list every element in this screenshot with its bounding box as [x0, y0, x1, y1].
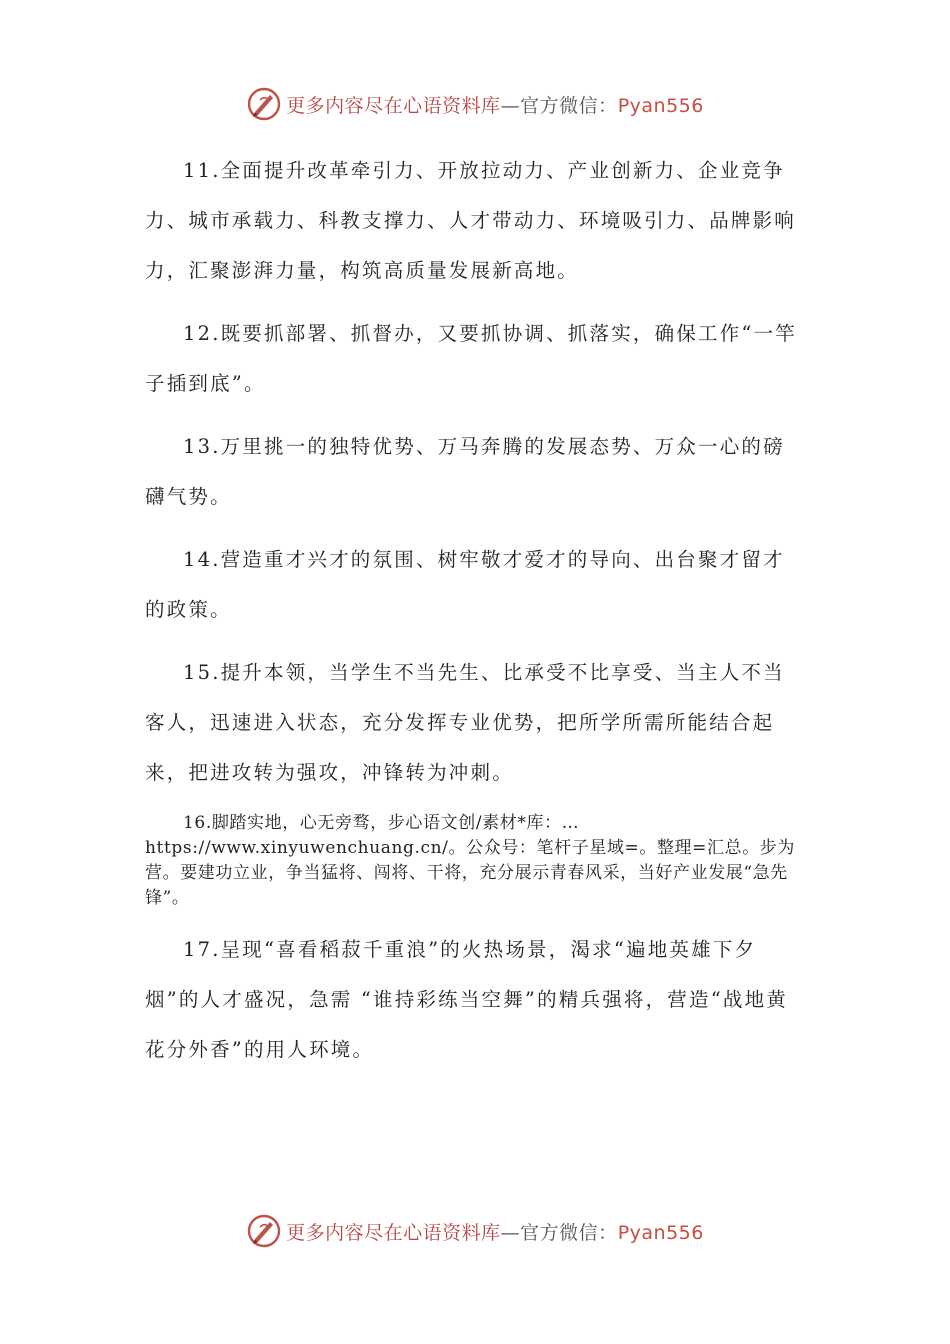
paragraph-13: 13.万里挑一的独特优势、万马奔腾的发展态势、万众一心的磅礴气势。 [145, 435, 785, 508]
footer-banner [0, 1211, 950, 1251]
pen-logo-icon [246, 1213, 282, 1249]
footer-banner-id: Pyan556 [617, 1221, 704, 1244]
footer-banner-wechat: 官方微信： [520, 1221, 618, 1244]
paragraph-16: 16.脚踏实地，心无旁骛，步心语文创/素材*库：…https://www.xinyuwenchuang.cn/。公众号：笔杆子星域=。整理=汇总。步为营。要建功立业，争当猛将、闯将、干将，充分展示青春风采，当好产业发展“急先锋”。 [145, 813, 796, 908]
document-body [145, 146, 805, 1088]
paragraph-15: 15.提升本领，当学生不当先生、比承受不比享受、当主人不当客人，迅速进入状态，充分发挥专业优势，把所学所需所能结合起来，把进攻转为强攻，冲锋转为冲刺。 [145, 661, 785, 784]
paragraph-14: 14.营造重才兴才的氛围、树牢敬才爱才的导向、出台聚才留才的政策。 [145, 548, 785, 621]
paragraph-11: 11.全面提升改革牵引力、开放拉动力、产业创新力、企业竞争力、城市承载力、科教支撑力、人才带动力、环境吸引力、品牌影响力，汇聚澎湃力量，构筑高质量发展新高地。 [145, 159, 797, 282]
paragraph-12: 12.既要抓部署、抓督办，又要抓协调、抓落实，确保工作“一竿子插到底”。 [145, 322, 797, 395]
header-banner-main: 更多内容尽在心语资料库 [286, 94, 501, 117]
header-banner-text [286, 91, 704, 118]
header-banner-wechat: 官方微信： [520, 94, 618, 117]
footer-banner-text [286, 1218, 704, 1245]
paragraph-17: 17.呈现“喜看稻菽千重浪”的火热场景，渴求“遍地英雄下夕烟”的人才盛况，急需 “谁持彩练当空舞”的精兵强将，营造“战地黄花分外香”的用人环境。 [145, 938, 788, 1061]
footer-banner-main: 更多内容尽在心语资料库 [286, 1221, 501, 1244]
pen-logo-icon [246, 86, 282, 122]
header-banner [0, 84, 950, 124]
footer-banner-dash: — [500, 1221, 521, 1244]
header-banner-id: Pyan556 [617, 94, 704, 117]
header-banner-dash: — [500, 94, 521, 117]
